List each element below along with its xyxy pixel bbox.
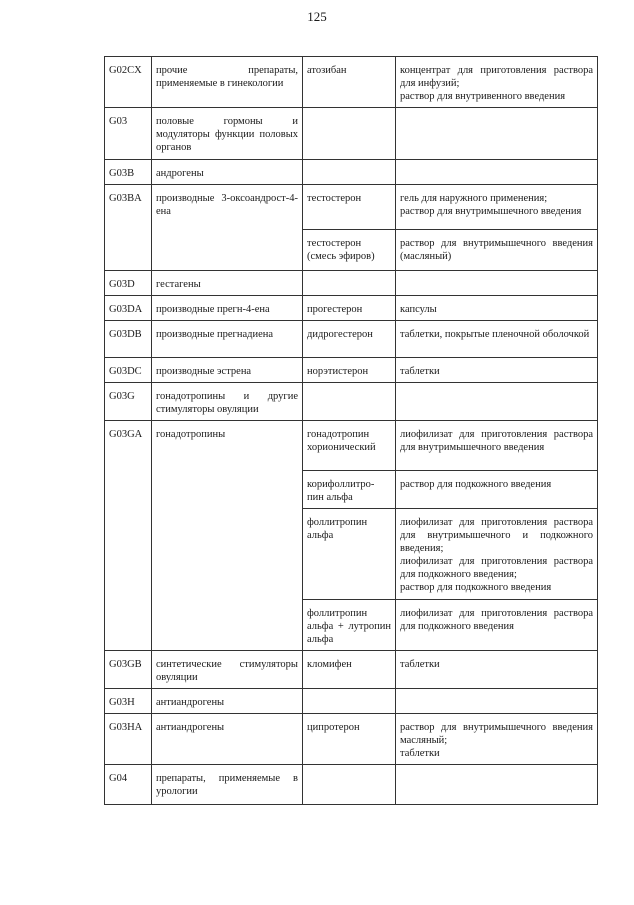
- table-body: [105, 57, 598, 805]
- atc-code-cell: G03GB: [105, 651, 152, 689]
- dosage-form-cell: [396, 600, 598, 651]
- atc-code-cell: G03BA: [105, 185, 152, 271]
- dosage-form-line: лиофилизат для приготовления раствора для подкожного введения: [400, 608, 593, 632]
- dosage-form-cell: [396, 108, 598, 160]
- dosage-form-cell: [396, 689, 598, 714]
- dosage-form-line: раствор для внутривенного введения: [400, 91, 566, 102]
- table-row: [105, 383, 598, 421]
- dosage-form-line: раствор для внутримышечного введения масляный;: [400, 722, 593, 746]
- drug-name-cell: [303, 108, 396, 160]
- drug-name-cell: прогестерон: [303, 296, 396, 321]
- dosage-form-line: раствор для подкожного введения: [400, 479, 552, 490]
- dosage-form-line: концентрат для приготовления раствора для инфузий;: [400, 65, 593, 89]
- atc-code-cell: G03G: [105, 383, 152, 421]
- atc-code-cell: G03DB: [105, 321, 152, 358]
- drug-name-cell: гонадотропин хорионический: [303, 421, 396, 471]
- dosage-form-line: раствор для подкожного введения: [400, 582, 552, 593]
- drug-name-cell: ципротерон: [303, 714, 396, 765]
- atc-code-cell: G03HA: [105, 714, 152, 765]
- atc-group-cell: гестагены: [152, 271, 303, 296]
- drug-classification-table: [104, 56, 598, 805]
- atc-group-cell: производные прегнадиена: [152, 321, 303, 358]
- table-row: [105, 108, 598, 160]
- atc-group-cell: андрогены: [152, 160, 303, 185]
- table-row: [105, 296, 598, 321]
- atc-group-cell: производные эстрена: [152, 358, 303, 383]
- dosage-form-cell: [396, 321, 598, 358]
- dosage-form-cell: [396, 421, 598, 471]
- dosage-form-line: гель для наружного применения;: [400, 193, 548, 204]
- drug-name-cell: фоллитропин альфа + лутропин альфа: [303, 600, 396, 651]
- page-number: 125: [307, 9, 327, 24]
- atc-group-cell: половые гормоны и модуляторы функции половых органов: [152, 108, 303, 160]
- table-row: [105, 765, 598, 805]
- atc-group-cell: прочие препараты, применяемые в гинекологии: [152, 57, 303, 108]
- atc-code-cell: G03D: [105, 271, 152, 296]
- atc-group-cell: производные прегн-4-ена: [152, 296, 303, 321]
- atc-code-cell: G03H: [105, 689, 152, 714]
- table-row: [105, 160, 598, 185]
- dosage-form-cell: [396, 765, 598, 805]
- drug-name-cell: атозибан: [303, 57, 396, 108]
- dosage-form-cell: [396, 471, 598, 509]
- atc-group-cell: гонадотропины: [152, 421, 303, 651]
- dosage-form-cell: [396, 651, 598, 689]
- atc-code-cell: G04: [105, 765, 152, 805]
- drug-name-cell: кломифен: [303, 651, 396, 689]
- drug-name-cell: [303, 271, 396, 296]
- atc-code-cell: G03GA: [105, 421, 152, 651]
- table-row: [105, 651, 598, 689]
- atc-group-cell: производные 3-оксоандрост-4-ена: [152, 185, 303, 271]
- table-row: [105, 714, 598, 765]
- dosage-form-cell: [396, 383, 598, 421]
- drug-name-cell: фоллитропин альфа: [303, 509, 396, 600]
- table-row: [105, 185, 598, 230]
- drug-name-cell: дидрогестерон: [303, 321, 396, 358]
- atc-group-cell: препараты, применяемые в урологии: [152, 765, 303, 805]
- dosage-form-cell: [396, 358, 598, 383]
- atc-group-cell: антиандрогены: [152, 689, 303, 714]
- dosage-form-cell: [396, 271, 598, 296]
- atc-group-cell: гонадотропины и другие стимуляторы овуляции: [152, 383, 303, 421]
- dosage-form-line: капсулы: [400, 304, 437, 315]
- drug-name-cell: [303, 160, 396, 185]
- table-row: [105, 321, 598, 358]
- drug-name-cell: корифоллитро-пин альфа: [303, 471, 396, 509]
- dosage-form-cell: [396, 160, 598, 185]
- drug-name-cell: [303, 383, 396, 421]
- drug-name-cell: норэтистерон: [303, 358, 396, 383]
- drug-name-cell: [303, 765, 396, 805]
- dosage-form-line: таблетки: [400, 659, 440, 670]
- dosage-form-line: лиофилизат для приготовления раствора для подкожного введения;: [400, 556, 593, 580]
- drug-name-cell: тестостерон (смесь эфиров): [303, 230, 396, 271]
- atc-code-cell: G03: [105, 108, 152, 160]
- atc-group-cell: антиандрогены: [152, 714, 303, 765]
- table-row: [105, 421, 598, 471]
- dosage-form-line: раствор для внутримышечного введения (масляный): [400, 238, 593, 262]
- atc-code-cell: G03B: [105, 160, 152, 185]
- table-row: [105, 271, 598, 296]
- dosage-form-line: лиофилизат для приготовления раствора для внутримышечного и подкожного введения;: [400, 517, 593, 554]
- table-row: [105, 358, 598, 383]
- drug-name-cell: [303, 689, 396, 714]
- dosage-form-line: таблетки, покрытые пленочной оболочкой: [400, 329, 590, 340]
- atc-group-cell: синтетические стимуляторы овуляции: [152, 651, 303, 689]
- dosage-form-line: лиофилизат для приготовления раствора для внутримышечного введения: [400, 429, 593, 453]
- atc-code-cell: G03DC: [105, 358, 152, 383]
- dosage-form-cell: [396, 714, 598, 765]
- dosage-form-cell: [396, 296, 598, 321]
- dosage-form-line: таблетки: [400, 748, 440, 759]
- dosage-form-line: раствор для внутримышечного введения: [400, 206, 582, 217]
- atc-code-cell: G02CX: [105, 57, 152, 108]
- table-row: [105, 57, 598, 108]
- dosage-form-cell: [396, 57, 598, 108]
- dosage-form-cell: [396, 185, 598, 230]
- drug-name-cell: тестостерон: [303, 185, 396, 230]
- atc-code-cell: G03DA: [105, 296, 152, 321]
- dosage-form-cell: [396, 230, 598, 271]
- dosage-form-cell: [396, 509, 598, 600]
- dosage-form-line: таблетки: [400, 366, 440, 377]
- table-row: [105, 689, 598, 714]
